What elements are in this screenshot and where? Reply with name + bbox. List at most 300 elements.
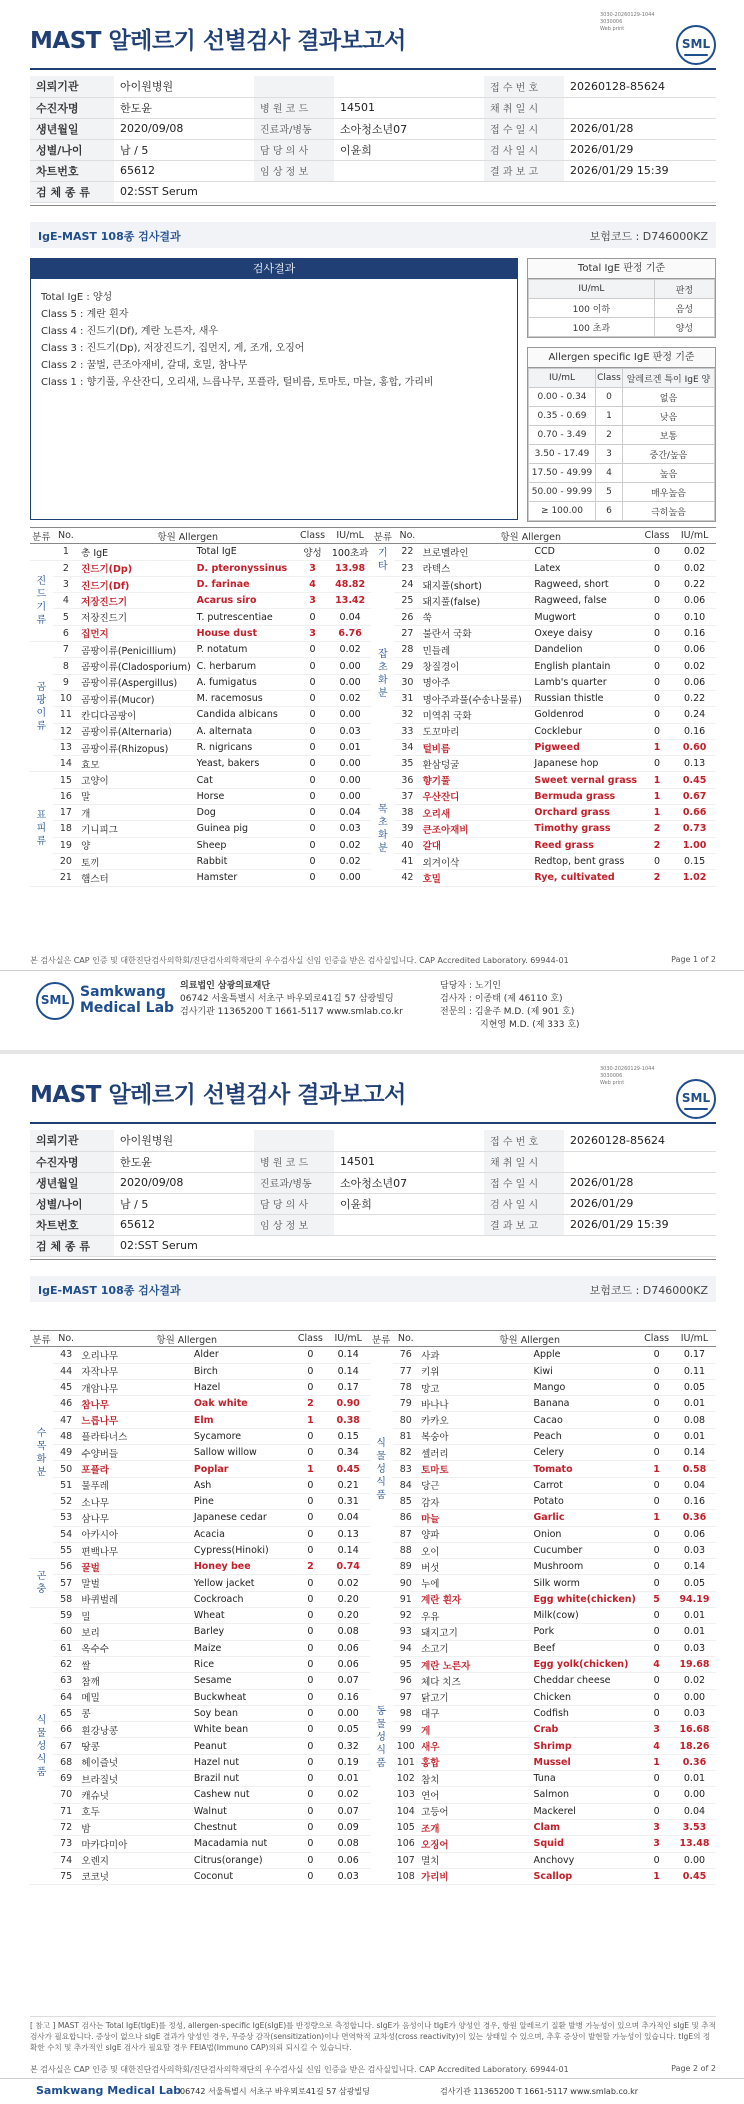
info-label: 검 사 일 시 (484, 1193, 564, 1214)
result-header: 검사결과 (31, 259, 517, 279)
col-header: No. (394, 528, 420, 544)
allergen-english: T. putrescentiae (195, 609, 297, 625)
allergen-class: 1 (641, 772, 674, 788)
allergen-no: 101 (393, 1754, 420, 1770)
info-label: 접 수 일 시 (484, 1172, 564, 1193)
info-row (30, 139, 716, 160)
allergen-english: Candida albicans (195, 707, 297, 723)
allergen-value: 0.00 (329, 772, 372, 788)
allergen-korean: 고등어 (419, 1803, 531, 1819)
allergen-english: Goldenrod (532, 707, 640, 723)
report-page-2 (0, 1054, 744, 2104)
allergen-value: 0.22 (673, 690, 716, 706)
allergen-korean: 오징어 (419, 1836, 531, 1852)
info-value: 소아청소년07 (334, 1172, 484, 1193)
allergen-english: Cocklebur (532, 723, 640, 739)
allergen-no: 7 (53, 642, 79, 658)
col-header: 항원 Allergen (419, 1331, 640, 1347)
allergen-english: English plantain (532, 658, 640, 674)
info-label: 성별/나이 (30, 1193, 114, 1214)
allergen-value: 0.08 (673, 1412, 716, 1428)
allergen-value: 0.60 (673, 739, 716, 755)
allergen-value: 0.04 (327, 1510, 370, 1526)
info-row (30, 1214, 716, 1235)
info-value (334, 1130, 484, 1151)
allergen-english: Citrus(orange) (192, 1852, 294, 1868)
allergen-class: 0 (640, 1575, 673, 1591)
allergen-english: Ragweed, false (532, 593, 640, 609)
allergen-english: Squid (531, 1836, 640, 1852)
allergen-no: 69 (53, 1771, 80, 1787)
allergen-value: 16.68 (673, 1722, 716, 1738)
allergen-class: 0 (296, 853, 329, 869)
info-label: 진료과/병동 (254, 118, 334, 139)
result-line: Class 5 : 계란 흰자 (41, 309, 129, 320)
allergen-english: Sesame (192, 1673, 294, 1689)
allergen-no: 95 (393, 1656, 420, 1672)
allergen-no: 76 (393, 1347, 420, 1363)
allergen-no: 84 (393, 1477, 420, 1493)
allergen-no: 80 (393, 1412, 420, 1428)
allergen-korean: 토끼 (79, 853, 195, 869)
table-row (30, 1591, 716, 1607)
lab-address: 06742 서울특별시 서초구 바우뫼로41길 57 삼광빌딩 (180, 2087, 370, 2096)
allergen-value: 0.02 (327, 1575, 370, 1591)
allergen-value: 0.74 (327, 1559, 370, 1575)
allergen-korean: 멸치 (419, 1852, 531, 1868)
allergen-value: 0.05 (327, 1722, 370, 1738)
allergen-no: 78 (393, 1379, 420, 1395)
allergen-value: 0.58 (673, 1461, 716, 1477)
allergen-english: Wheat (192, 1608, 294, 1624)
info-value: 2026/01/29 (564, 1193, 716, 1214)
allergen-english: Scallop (531, 1868, 640, 1884)
allergen-english: Cypress(Hinoki) (192, 1542, 294, 1558)
allergen-no: 6 (53, 625, 79, 641)
allergen-value: 18.26 (673, 1738, 716, 1754)
allergen-value: 0.01 (327, 1771, 370, 1787)
allergen-korean: 쑥 (421, 609, 533, 625)
allergen-no: 23 (394, 560, 420, 576)
allergen-no: 35 (394, 756, 420, 772)
allergen-class: 0 (294, 1787, 327, 1803)
info-value: 20260128-85624 (564, 76, 716, 97)
info-label: 차트번호 (30, 1214, 114, 1235)
allergen-korean: 햄스터 (79, 870, 195, 886)
page-number: Page 2 of 2 (671, 2064, 716, 2073)
allergen-english: Peach (531, 1428, 640, 1444)
allergen-no: 53 (53, 1510, 80, 1526)
allergen-english: Onion (531, 1526, 640, 1542)
sml-logo-icon: SML (676, 25, 716, 65)
insurance-code: 보험코드 : D746000KZ (589, 1284, 708, 1297)
info-row (30, 160, 716, 181)
allergen-korean: 라텍스 (421, 560, 533, 576)
allergen-english: Banana (531, 1396, 640, 1412)
allergen-korean: 총 IgE (79, 544, 195, 560)
allergen-english: Dog (195, 805, 297, 821)
criteria-cell: 매우높음 (622, 483, 714, 502)
allergen-english: Hazel (192, 1379, 294, 1395)
allergen-no: 38 (394, 805, 420, 821)
allergen-english: Elm (192, 1412, 294, 1428)
allergen-value: 0.00 (673, 1787, 716, 1803)
allergen-class: 1 (294, 1412, 327, 1428)
allergen-table (30, 527, 716, 887)
allergen-english: Carrot (531, 1477, 640, 1493)
allergen-class: 0 (640, 1396, 673, 1412)
allergen-class: 0 (640, 1852, 673, 1868)
criteria-cell: 극히높음 (622, 502, 714, 521)
allergen-english: Mugwort (532, 609, 640, 625)
allergen-no: 85 (393, 1493, 420, 1509)
allergen-value: 0.36 (673, 1754, 716, 1770)
allergen-value: 0.34 (327, 1445, 370, 1461)
allergen-english: Mackerel (531, 1803, 640, 1819)
allergen-no: 28 (394, 642, 420, 658)
allergen-class: 0 (296, 707, 329, 723)
allergen-english: White bean (192, 1722, 294, 1738)
allergen-no: 25 (394, 593, 420, 609)
allergen-no: 1 (53, 544, 79, 560)
report-title: MAST 알레르기 선별검사 결과보고서 (30, 1082, 406, 1108)
allergen-korean: 밤 (79, 1819, 191, 1835)
allergen-english: R. nigricans (195, 739, 297, 755)
allergen-korean: 진드기(Df) (79, 576, 195, 592)
allergen-no: 92 (393, 1608, 420, 1624)
allergen-table (30, 1330, 716, 1885)
allergen-korean: 헤이즐넛 (79, 1754, 191, 1770)
allergen-english: Silk worm (531, 1575, 640, 1591)
criteria-cell: 5 (596, 483, 623, 502)
title-divider (30, 68, 716, 70)
criteria-cell: 보통 (622, 426, 714, 445)
allergen-no: 15 (53, 772, 79, 788)
allergen-no: 16 (53, 788, 79, 804)
allergen-class: 양성 (296, 544, 329, 560)
allergen-korean: 자작나무 (79, 1363, 191, 1379)
allergen-no: 34 (394, 739, 420, 755)
allergen-korean: 플라타너스 (79, 1428, 191, 1444)
allergen-korean: 호두 (79, 1803, 191, 1819)
allergen-english: Honey bee (192, 1559, 294, 1575)
category-label: 식물성식품 (370, 1347, 393, 1591)
allergen-class: 0 (294, 1493, 327, 1509)
allergen-english: Hamster (195, 870, 297, 886)
allergen-value: 0.00 (327, 1705, 370, 1721)
allergen-value: 0.90 (327, 1396, 370, 1412)
info-value: 02:SST Serum (114, 1235, 716, 1256)
info-value: 20260128-85624 (564, 1130, 716, 1151)
allergen-class: 0 (641, 690, 674, 706)
allergen-no: 106 (393, 1836, 420, 1852)
col-header: No. (393, 1331, 420, 1347)
allergen-class: 1 (640, 1754, 673, 1770)
allergen-korean: 참깨 (79, 1673, 191, 1689)
allergen-no: 75 (53, 1868, 80, 1884)
info-value: 2026/01/28 (564, 118, 716, 139)
col-header: 항원 Allergen (79, 1331, 294, 1347)
allergen-value: 0.11 (673, 1363, 716, 1379)
allergen-korean: 가리비 (419, 1868, 531, 1884)
category-label: 동물성식품 (370, 1591, 393, 1884)
allergen-no: 47 (53, 1412, 80, 1428)
criteria-cell: 100 초과 (529, 318, 655, 337)
allergen-value: 0.00 (329, 707, 372, 723)
allergen-value: 0.06 (673, 642, 716, 658)
allergen-no: 20 (53, 853, 79, 869)
info-label: 접 수 일 시 (484, 118, 564, 139)
info-value: 아이원병원 (114, 1130, 254, 1151)
allergen-korean: 저장진드기 (79, 609, 195, 625)
allergen-no: 73 (53, 1836, 80, 1852)
info-label: 채 취 일 시 (484, 1151, 564, 1172)
allergen-korean: 연어 (419, 1787, 531, 1803)
allergen-no: 82 (393, 1445, 420, 1461)
allergen-no: 81 (393, 1428, 420, 1444)
allergen-class: 0 (640, 1428, 673, 1444)
allergen-english: Salmon (531, 1787, 640, 1803)
criteria-cell: 없음 (622, 388, 714, 407)
allergen-korean: 저장진드기 (79, 593, 195, 609)
allergen-english: A. fumigatus (195, 674, 297, 690)
allergen-no: 99 (393, 1722, 420, 1738)
allergen-value: 0.01 (329, 739, 372, 755)
allergen-english: Garlic (531, 1510, 640, 1526)
allergen-no: 37 (394, 788, 420, 804)
allergen-no: 32 (394, 707, 420, 723)
allergen-english: Clam (531, 1819, 640, 1835)
col-header: IU/mL (329, 528, 372, 544)
allergen-english: Birch (192, 1363, 294, 1379)
allergen-korean: 콩 (79, 1705, 191, 1721)
allergen-class: 0 (296, 805, 329, 821)
allergen-english: Maize (192, 1640, 294, 1656)
allergen-korean: 향기풀 (421, 772, 533, 788)
allergen-english: CCD (532, 544, 640, 560)
criteria-col: 판정 (654, 280, 714, 299)
allergen-value: 0.02 (673, 658, 716, 674)
allergen-no: 94 (393, 1640, 420, 1656)
category-label: 곤충 (30, 1559, 53, 1608)
allergen-korean: 체다 치즈 (419, 1673, 531, 1689)
table-row (30, 576, 716, 592)
allergen-korean: 홍합 (419, 1754, 531, 1770)
allergen-korean: 소고기 (419, 1640, 531, 1656)
accreditation-text: 본 검사실은 CAP 인증 및 대한진단검사의학회/진단검사의학재단의 우수검사실 신임 인증을 받은 검사실입니다. CAP Accredited Laboratory. 69944-01 (30, 956, 569, 965)
table-row (30, 772, 716, 788)
info-value (334, 160, 484, 181)
allergen-value: 0.17 (327, 1379, 370, 1395)
allergen-value: 0.01 (673, 1608, 716, 1624)
col-header: IU/mL (673, 528, 716, 544)
allergen-no: 102 (393, 1771, 420, 1787)
allergen-no: 89 (393, 1559, 420, 1575)
allergen-korean: 계란 노른자 (419, 1656, 531, 1672)
allergen-no: 63 (53, 1673, 80, 1689)
criteria-cell: 100 이하 (529, 299, 655, 318)
allergen-no: 10 (53, 690, 79, 706)
allergen-english: Barley (192, 1624, 294, 1640)
allergen-english: Japanese hop (532, 756, 640, 772)
allergen-korean: 명아주과풀(수송나물류) (421, 690, 533, 706)
allergen-no: 83 (393, 1461, 420, 1477)
info-label: 접 수 번 호 (484, 1130, 564, 1151)
allergen-no: 18 (53, 821, 79, 837)
allergen-no: 30 (394, 674, 420, 690)
info-value (564, 1151, 716, 1172)
allergen-value: 0.01 (673, 1624, 716, 1640)
allergen-english: Tuna (531, 1771, 640, 1787)
allergen-korean: 오렌지 (79, 1852, 191, 1868)
info-label: 진료과/병동 (254, 1172, 334, 1193)
allergen-korean: 진드기(Dp) (79, 560, 195, 576)
info-row (30, 1151, 716, 1172)
criteria-cell: 중간/높음 (622, 445, 714, 464)
allergen-no: 8 (53, 658, 79, 674)
allergen-no: 26 (394, 609, 420, 625)
allergen-class: 0 (294, 1445, 327, 1461)
col-header: 항원 Allergen (421, 528, 641, 544)
criteria-cell: 17.50 - 49.99 (529, 464, 596, 483)
allergen-value: 0.02 (329, 837, 372, 853)
allergen-class: 0 (294, 1819, 327, 1835)
info-label: 생년월일 (30, 1172, 114, 1193)
allergen-value: 0.16 (327, 1689, 370, 1705)
allergen-value: 0.45 (673, 1868, 716, 1884)
allergen-class: 0 (640, 1705, 673, 1721)
info-value: 2020/09/08 (114, 118, 254, 139)
allergen-class: 0 (294, 1591, 327, 1607)
allergen-english: Timothy grass (532, 821, 640, 837)
info-value: 남 / 5 (114, 1193, 254, 1214)
criteria-col: IU/mL (529, 280, 655, 299)
allergen-english: Oak white (192, 1396, 294, 1412)
allergen-value: 0.14 (673, 1445, 716, 1461)
allergen-no: 87 (393, 1526, 420, 1542)
info-label: 접 수 번 호 (484, 76, 564, 97)
allergen-korean: 옥수수 (79, 1640, 191, 1656)
allergen-value: 0.45 (673, 772, 716, 788)
allergen-english: Japanese cedar (192, 1510, 294, 1526)
allergen-value: 0.00 (329, 674, 372, 690)
allergen-korean: 돼지풀(false) (421, 593, 533, 609)
allergen-korean: 불란서 국화 (421, 625, 533, 641)
allergen-no: 61 (53, 1640, 80, 1656)
criteria-cell: ≥ 100.00 (529, 502, 596, 521)
allergen-no: 4 (53, 593, 79, 609)
allergen-english: Tomato (531, 1461, 640, 1477)
allergen-value: 0.10 (673, 609, 716, 625)
allergen-korean: 마카다미아 (79, 1836, 191, 1852)
allergen-no: 67 (53, 1738, 80, 1754)
lab-name: Samkwang Medical Lab (36, 2084, 182, 2097)
allergen-value: 0.04 (673, 1803, 716, 1819)
criteria-cell: 6 (596, 502, 623, 521)
allergen-value: 0.02 (673, 1673, 716, 1689)
allergen-english: Orchard grass (532, 805, 640, 821)
allergen-no: 46 (53, 1396, 80, 1412)
allergen-no: 14 (53, 756, 79, 772)
allergen-class: 0 (294, 1608, 327, 1624)
allergen-class: 0 (294, 1836, 327, 1852)
allergen-class: 0 (640, 1493, 673, 1509)
allergen-korean: 조개 (419, 1819, 531, 1835)
info-value (564, 97, 716, 118)
allergen-value: 13.98 (329, 560, 372, 576)
info-value: 한도윤 (114, 97, 254, 118)
allergen-korean: 계란 흰자 (419, 1591, 531, 1607)
allergen-class: 0 (296, 739, 329, 755)
allergen-value: 0.02 (327, 1787, 370, 1803)
result-line: Total IgE : 양성 (41, 292, 113, 303)
criteria-col: Class (596, 369, 623, 388)
info-label: 의뢰기관 (30, 76, 114, 97)
allergen-english: M. racemosus (195, 690, 297, 706)
allergen-korean: 돼지고기 (419, 1624, 531, 1640)
category-label: 수목화분 (30, 1347, 53, 1559)
allergen-korean: 말벌 (79, 1575, 191, 1591)
allergen-no: 90 (393, 1575, 420, 1591)
allergen-no: 62 (53, 1656, 80, 1672)
allergen-english: Oxeye daisy (532, 625, 640, 641)
info-label (254, 1130, 334, 1151)
result-line: Class 2 : 꿀벌, 큰조아재비, 갈대, 호밀, 참나무 (41, 360, 248, 371)
allergen-english: Celery (531, 1445, 640, 1461)
allergen-korean: 보리 (79, 1624, 191, 1640)
specific-ige-criteria (527, 347, 716, 522)
allergen-value: 0.05 (673, 1379, 716, 1395)
criteria-col: IU/mL (529, 369, 596, 388)
allergen-value: 0.01 (673, 1428, 716, 1444)
allergen-english: Codfish (531, 1705, 640, 1721)
allergen-korean: 키위 (419, 1363, 531, 1379)
allergen-korean: 곰팡이류(Alternaria) (79, 723, 195, 739)
allergen-no: 88 (393, 1542, 420, 1558)
allergen-no: 19 (53, 837, 79, 853)
allergen-english: Rice (192, 1656, 294, 1672)
allergen-no: 55 (53, 1542, 80, 1558)
allergen-class: 0 (641, 707, 674, 723)
allergen-korean: 참나무 (79, 1396, 191, 1412)
info-value: 2026/01/29 (564, 139, 716, 160)
allergen-class: 0 (641, 560, 674, 576)
allergen-class: 4 (296, 576, 329, 592)
allergen-class: 2 (641, 821, 674, 837)
allergen-korean: 오리나무 (79, 1347, 191, 1363)
info-value (334, 1214, 484, 1235)
allergen-class: 2 (641, 870, 674, 886)
info-label: 차트번호 (30, 160, 114, 181)
allergen-korean: 곰팡이류(Aspergillus) (79, 674, 195, 690)
patient-info-table (30, 1130, 716, 1257)
allergen-class: 1 (640, 1510, 673, 1526)
allergen-english: Yeast, bakers (195, 756, 297, 772)
allergen-no: 2 (53, 560, 79, 576)
criteria-cell: 1 (596, 407, 623, 426)
allergen-korean: 코코넛 (79, 1868, 191, 1884)
allergen-korean: 감자 (419, 1493, 531, 1509)
col-header: 분류 (371, 528, 394, 544)
allergen-class: 0 (296, 723, 329, 739)
allergen-english: Egg yolk(chicken) (531, 1656, 640, 1672)
allergen-class: 0 (294, 1347, 327, 1363)
allergen-class: 0 (640, 1673, 673, 1689)
allergen-class: 1 (640, 1868, 673, 1884)
allergen-value: 0.04 (329, 805, 372, 821)
allergen-korean: 쌀 (79, 1656, 191, 1672)
info-value: 소아청소년07 (334, 118, 484, 139)
